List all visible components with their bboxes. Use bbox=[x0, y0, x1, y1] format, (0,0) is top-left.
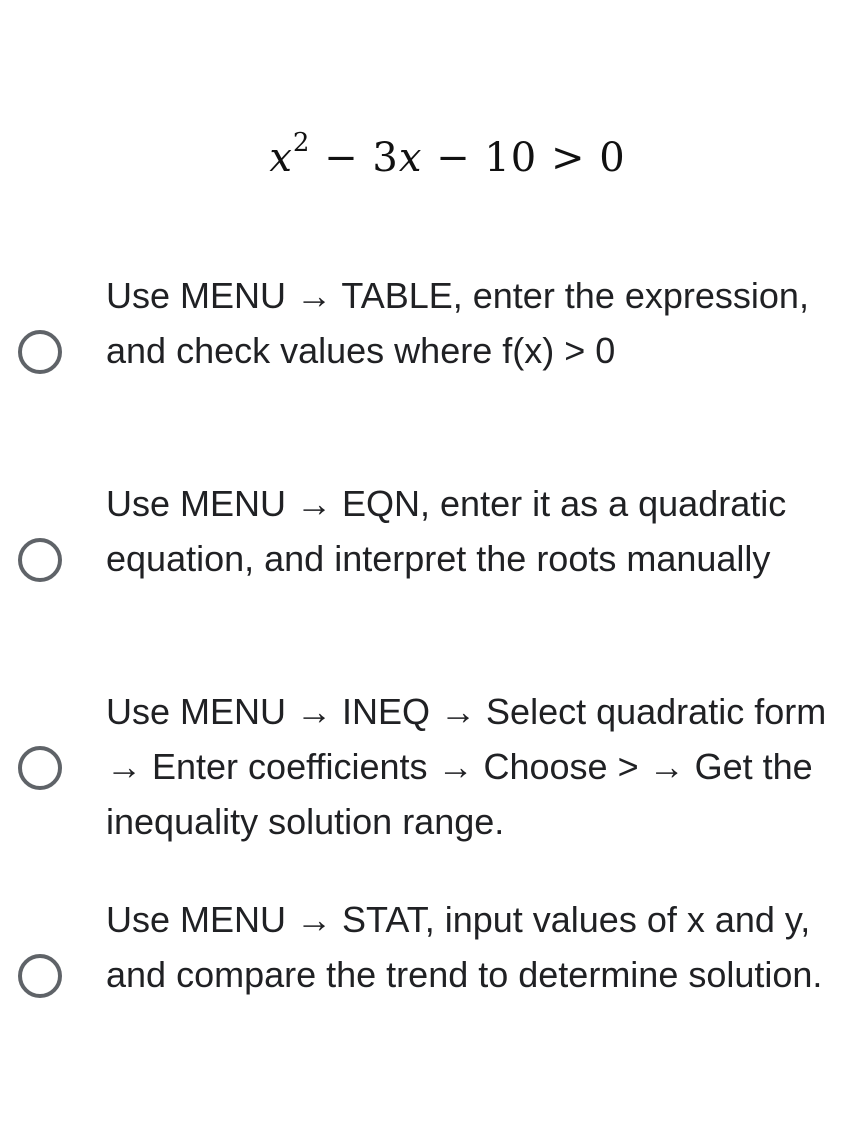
answer-option-1-label: Use MENU → TABLE, enter the expression, and check values where f(x) > 0 bbox=[106, 275, 809, 371]
answer-option-4[interactable] bbox=[0, 892, 863, 1072]
answer-option-1[interactable] bbox=[0, 268, 863, 448]
answer-option-3-label: Use MENU → INEQ → Select quadratic form → Enter coefficients → Choose > → Get the inequality solution range. bbox=[106, 691, 827, 842]
answer-option-3[interactable] bbox=[0, 684, 863, 864]
answer-option-2-label: Use MENU → EQN, enter it as a quadratic equation, and interpret the roots manually bbox=[106, 483, 787, 579]
equation-constant-and-comparison: − 10 > 0 bbox=[422, 135, 626, 181]
answer-option-2[interactable] bbox=[0, 476, 863, 656]
radio-button-icon[interactable] bbox=[18, 538, 62, 582]
equation-linear-coefficient: − 3 bbox=[310, 135, 399, 181]
radio-button-icon[interactable] bbox=[18, 746, 62, 790]
radio-button-icon[interactable] bbox=[18, 330, 62, 374]
equation-variable-x-2: x bbox=[398, 135, 423, 181]
radio-button-icon[interactable] bbox=[18, 954, 62, 998]
answer-option-4-label: Use MENU → STAT, input values of x and y, and compare the trend to determine solution. bbox=[106, 899, 823, 995]
equation-exponent: 2 bbox=[292, 128, 311, 158]
equation-variable-x: x bbox=[269, 135, 293, 181]
